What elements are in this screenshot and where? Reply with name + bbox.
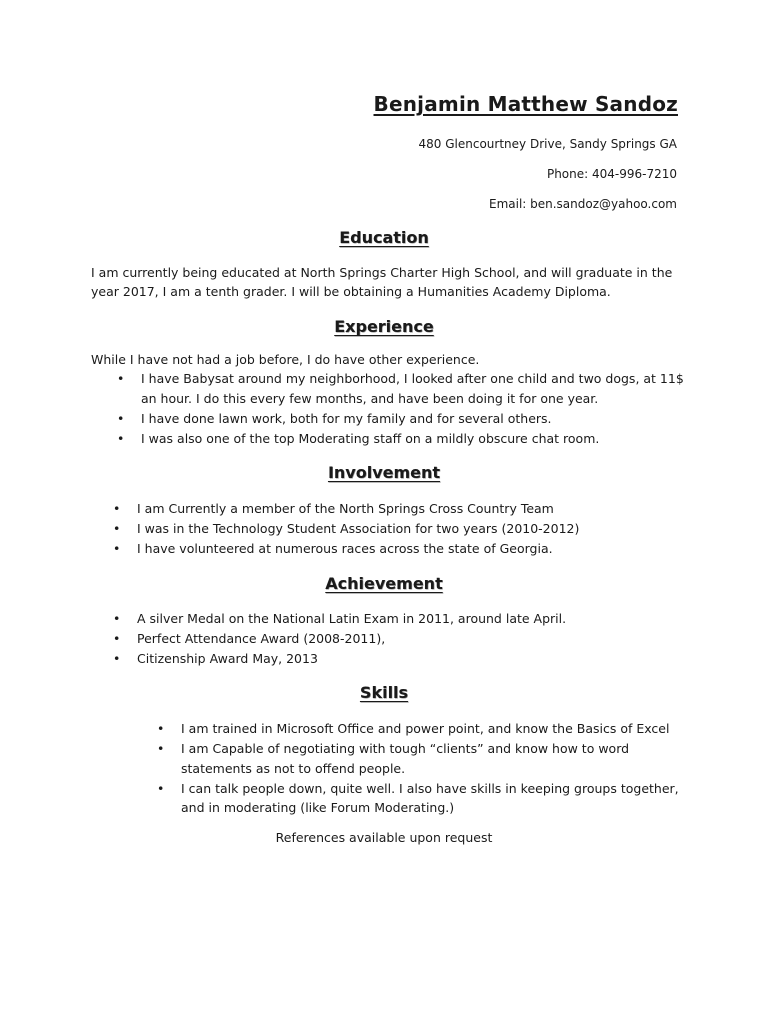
list-item: • I am Currently a member of the North Springs Cross Country Team xyxy=(113,499,693,519)
contact-address: 480 Glencourtney Drive, Sandy Springs GA xyxy=(418,137,677,151)
list-item: • I was also one of the top Moderating staff on a mildly obscure chat room. xyxy=(117,429,687,449)
experience-heading: Experience xyxy=(334,317,434,336)
contact-email: Email: ben.sandoz@yahoo.com xyxy=(488,197,677,211)
list-item: • I am trained in Microsoft Office and power point, and know the Basics of Excel xyxy=(157,719,687,739)
list-item: • Citizenship Award May, 2013 xyxy=(113,649,693,669)
skills-heading: Skills xyxy=(359,683,409,702)
list-item: • I am Capable of negotiating with tough “clients” and know how to word statements as not to offend people. xyxy=(157,739,687,778)
resume-name: Benjamin Matthew Sandoz xyxy=(373,92,678,116)
list-item: • I have done lawn work, both for my family and for several others. xyxy=(117,409,687,429)
list-item: • I was in the Technology Student Association for two years (2010-2012) xyxy=(113,519,693,539)
education-heading: Education xyxy=(339,228,429,247)
education-text: I am currently being educated at North Springs Charter High School, and will graduate in the year 2017, I am a tenth grader. I will be obtaining a Humanities Academy Diploma. xyxy=(91,265,673,299)
skills-list xyxy=(157,719,687,818)
list-item: • I have volunteered at numerous races across the state of Georgia. xyxy=(113,539,693,559)
list-item: • I have Babysat around my neighborhood, I looked after one child and two dogs, at 11$ an hour. I do this every few months, and have been doing it for one year. xyxy=(117,369,687,408)
list-item: • I can talk people down, quite well. I also have skills in keeping groups together, and in moderating (like Forum Moderating.) xyxy=(157,779,687,818)
list-item: • Perfect Attendance Award (2008-2011), xyxy=(113,629,693,649)
references-note: References available upon request xyxy=(275,830,493,845)
achievement-heading: Achievement xyxy=(325,574,443,593)
involvement-heading: Involvement xyxy=(327,463,441,482)
involvement-list xyxy=(113,499,693,559)
achievement-list xyxy=(113,609,693,669)
experience-list xyxy=(117,369,687,449)
list-item: • A silver Medal on the National Latin Exam in 2011, around late April. xyxy=(113,609,693,629)
contact-phone: Phone: 404-996-7210 xyxy=(546,167,677,181)
experience-intro: While I have not had a job before, I do have other experience. xyxy=(91,352,480,367)
